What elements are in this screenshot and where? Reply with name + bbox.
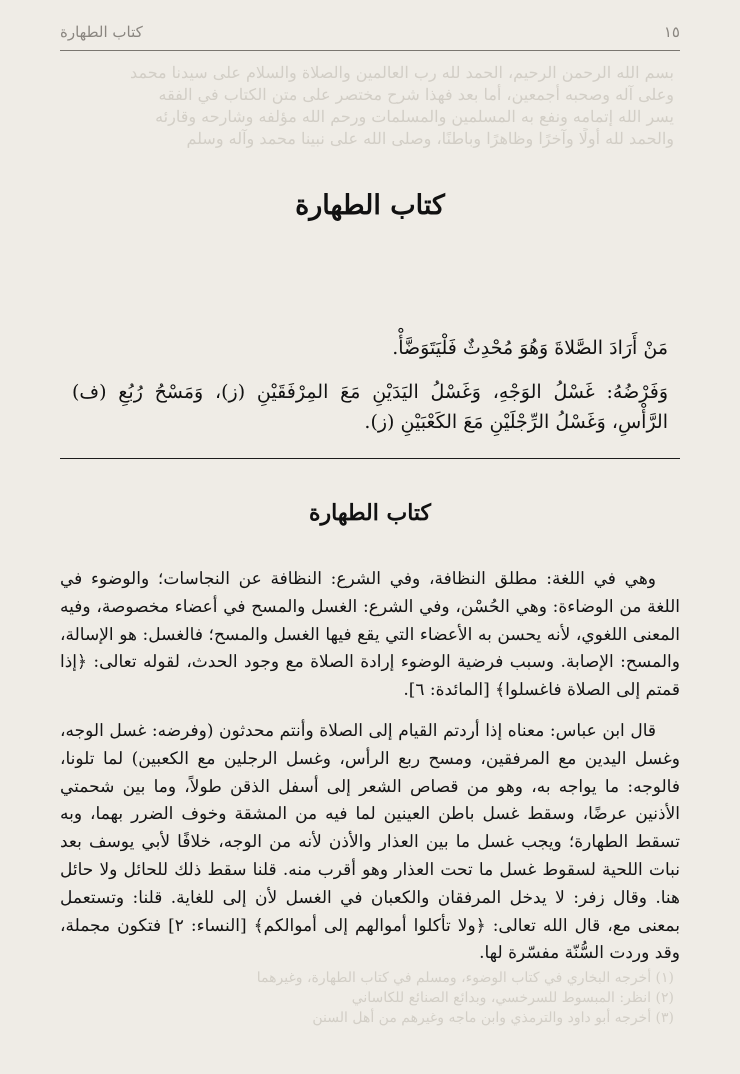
page-number: ١٥ (663, 23, 680, 41)
running-title: كتاب الطهارة (60, 23, 143, 41)
sharh-title: كتاب الطهارة (308, 500, 432, 526)
matn-title: كتاب الطهارة (295, 190, 445, 221)
bleed-line: (١) أخرجه البخاري في كتاب الوضوء، ومسلم في كتاب الطهارة، وغيرهما (256, 970, 674, 986)
bleed-through-text-bottom (66, 968, 674, 1028)
section-divider (60, 458, 680, 459)
bleed-line: (٣) أخرجه أبو داود والترمذي وابن ماجه وغيرهم من أهل السنن (312, 1010, 674, 1026)
bleed-line: وعلى آله وصحبه أجمعين، أما بعد فهذا شرح مختصر على متن الكتاب في الفقه (158, 85, 674, 104)
matn-line-2: وَفَرْضُهُ: غَسْلُ الوَجْهِ، وَغَسْلُ اليَدَيْنِ مَعَ المِرْفَقَيْنِ (ز)، وَمَسْحُ رُبُعِ (ف) الرَّأْسِ، وَغَسْلُ الرِّجْلَيْنِ مَعَ الكَعْبَيْنِ (ز). (72, 381, 668, 433)
bleed-line: والحمد لله أولًا وآخرًا وظاهرًا وباطنًا، وصلى الله على نبينا محمد وآله وسلم (186, 129, 674, 148)
bleed-line: (٢) انظر: المبسوط للسرخسي، وبدائع الصنائع للكاساني (351, 990, 674, 1006)
matn-line-1: مَنْ أَرَادَ الصَّلاةَ وَهُوَ مُحْدِثٌ فَلْيَتَوَضَّأْ. (392, 337, 668, 359)
bleed-line: يسر الله إتمامه ونفع به المسلمين والمسلمات ورحم الله مؤلفه وشارحه وقارئه (155, 107, 674, 126)
sharh-text-2: قال ابن عباس: معناه إذا أردتم القيام إلى الصلاة وأنتم محدثون (وفرضه: غسل الوجه، وغسل اليدين مع المرفقين، ومسح ربع الرأس، وغسل الرجلين مع الكعبين) لما تلونا، فالوجه: ما يواجه به، وهو من قصاص الشعر إلى أسفل الذقن طولاً، وما بين شحمتي الأذنين عرضًا، وسقط غسل باطن العينين لما فيه من المشقة وخوف الضرر بهما، وبه تسقط الطهارة؛ ويجب غسل ما بين العذار والأذن لأنه من الوجه، خلافًا لأبي يوسف بعد نبات اللحية لسقوط غسل ما تحت العذار وهو أقرب منه. قلنا سقط ذلك للحائل ولا حائل هنا. وقال زفر: لا يدخل المرفقان والكعبان في الغسل لأن إلى للغاية. قلنا: وتستعمل بمعنى مع، قال الله تعالى: ﴿ولا تأكلوا أموالهم إلى أموالكم﴾ [النساء: ٢] فتكون مجملة، وقد وردت السُّنّة مفسّرة لها. (60, 721, 680, 964)
page-header (60, 14, 680, 51)
sharh-paragraph-1 (60, 566, 680, 705)
bleed-through-text-top (66, 62, 674, 150)
sharh-text-1: وهي في اللغة: مطلق النظافة، وفي الشرع: النظافة عن النجاسات؛ والوضوء في اللغة من الوضاءة: وهي الحُسْن، وفي الشرع: الغسل والمسح في أعضاء مخصوصة، وفيه المعنى اللغوي، لأنه يحسن به الأعضاء التي يقع فيها الغسل والمسح؛ فالغسل: هو الإسالة، والمسح: الإصابة. وسبب فرضية الوضوء إرادة الصلاة مع وجود الحدث، لقوله تعالى: ﴿إذا قمتم إلى الصلاة فاغسلوا﴾ [المائدة: ٦]. (60, 569, 680, 701)
matn-text (72, 333, 668, 451)
bleed-line: بسم الله الرحمن الرحيم، الحمد لله رب العالمين والصلاة والسلام على سيدنا محمد (130, 63, 674, 82)
sharh-paragraph-2 (60, 718, 680, 968)
